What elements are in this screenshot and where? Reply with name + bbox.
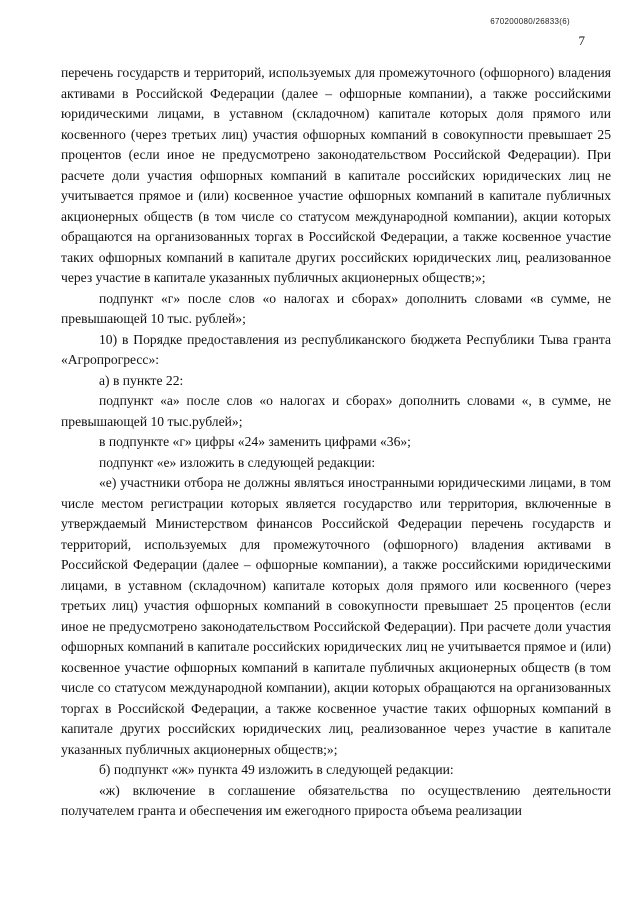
paragraph-subpoint-zh-text: «ж) включение в соглашение обязательства по осуществлению деятельности получателем гранта и обеспечения им ежегодного прироста объема реализации <box>61 782 611 818</box>
paragraph-subpoint-a-amendment: подпункт «а» после слов «о налогах и сборах» дополнить словами «, в сумме, не превышающей 10 тыс.рублей»; <box>61 393 611 429</box>
paragraph-subpoint-g-digits: в подпункте «г» цифры «24» заменить цифрами «36»; <box>99 434 411 449</box>
paragraph-point-22: а) в пункте 22: <box>99 372 184 388</box>
paragraph-subpoint-e-text: «е) участники отбора не должны являться иностранными юридическими лицами, в том числе местом регистрации которых является государство или территория, включенные в утверждаемый Министерством финансов Российской Федерации перечень государств и территорий, используемых для промежуточного (офшорного) владения активами в Российской Федерации (далее – офшорные компании), а также российскими юридическими лицами, в уставном (складочном) капитале которых доля прямого или косвенного (через третьих лиц) участия офшорных компаний в совокупности превышает 25 процентов (если иное не предусмотрено законодательством Российской Федерации). При расчете доли участия офшорных компаний в капитале российских юридических лиц не учитывается прямое и (или) косвенное участие офшорных компаний в капитале публичных акционерных обществ (в том числе со статусом международной компании), акции которых обращаются на организованных торгах в Российской Федерации, а также косвенное участие таких офшорных компаний в капитале других российских юридических лиц, реализованное через участие в капитале указанных публичных акционерных обществ;»; <box>61 475 611 757</box>
paragraph-subpoint-e-intro: подпункт «е» изложить в следующей редакции: <box>99 454 376 470</box>
page-number: 7 <box>578 33 585 48</box>
document-code: 670200080/26833(6) <box>490 17 570 26</box>
paragraph-subpoint-g-amendment: подпункт «г» после слов «о налогах и сборах» дополнить словами «в сумме, не превышающей 10 тыс. рублей»; <box>61 290 611 326</box>
paragraph-offshore-list-continuation: перечень государств и территорий, используемых для промежуточного (офшорного) владения активами в Российской Федерации (далее – офшорные компании), а также российскими юридическими лицами, в уставном (складочном) капитале которых доля прямого или косвенного (через третьих лиц) участия офшорных компаний в совокупности превышает 25 процентов (если иное не предусмотрено законодательством Российской Федерации). При расчете доли участия офшорных компаний в капитале российских юридических лиц не учитывается прямое и (или) косвенное участие офшорных компаний в капитале публичных акционерных обществ (в том числе со статусом международной компании), акции которых обращаются на организованных торгах в Российской Федерации, а также косвенное участие таких офшорных компаний в капитале других российских юридических лиц, реализованное через участие в капитале указанных публичных акционерных обществ;»; <box>61 65 611 285</box>
paragraph-subpoint-zh-intro: б) подпункт «ж» пункта 49 изложить в следующей редакции: <box>99 762 454 777</box>
paragraph-item-10-agroprogress: 10) в Порядке предоставления из республиканского бюджета Республики Тыва гранта «Агропрогресс»: <box>61 331 611 367</box>
document-body <box>61 63 611 822</box>
